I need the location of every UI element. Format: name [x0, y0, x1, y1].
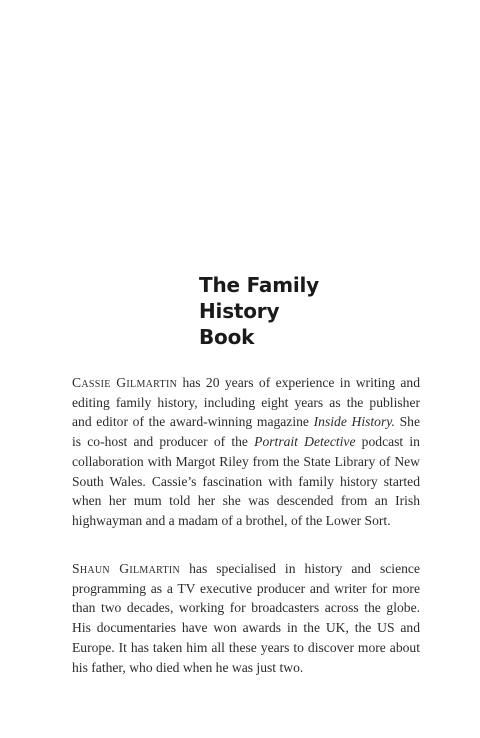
bio-text: has specialised in history and science programming as a TV executive producer and writer for more than two decades, working for broadcasters across the globe. His documentaries have won awards in the UK, the US and Europe. It has taken him all these years to discover more about his father, who died when he was just two. [72, 561, 420, 675]
book-title-line-3: Book [199, 325, 255, 349]
author-name-shaun: Shaun Gilmartin [72, 561, 181, 576]
book-title-line-1: The Family [199, 273, 319, 297]
book-title-line-2: History [199, 299, 280, 323]
author-bio-cassie [72, 373, 420, 531]
bio-text: She is co-host and producer of the [72, 414, 420, 450]
bio-text: podcast in collaboration with Margot Riley from the State Library of New South Wales. Cassie’s fascination with family history started when her mum told her she was descended from an Irish highwayman and a madam of a brothel, of the Lower Sort. [72, 434, 420, 528]
author-bio-shaun [72, 559, 420, 677]
bio-text: has 20 years of experience in writing and editing family history, including eight years as the publisher and editor of the award-winning magazine [72, 375, 420, 430]
podcast-title: Portrait Detective [254, 434, 356, 450]
book-title [199, 272, 319, 350]
author-name-cassie: Cassie Gilmartin [72, 375, 178, 390]
magazine-title: Inside History. [313, 414, 395, 430]
